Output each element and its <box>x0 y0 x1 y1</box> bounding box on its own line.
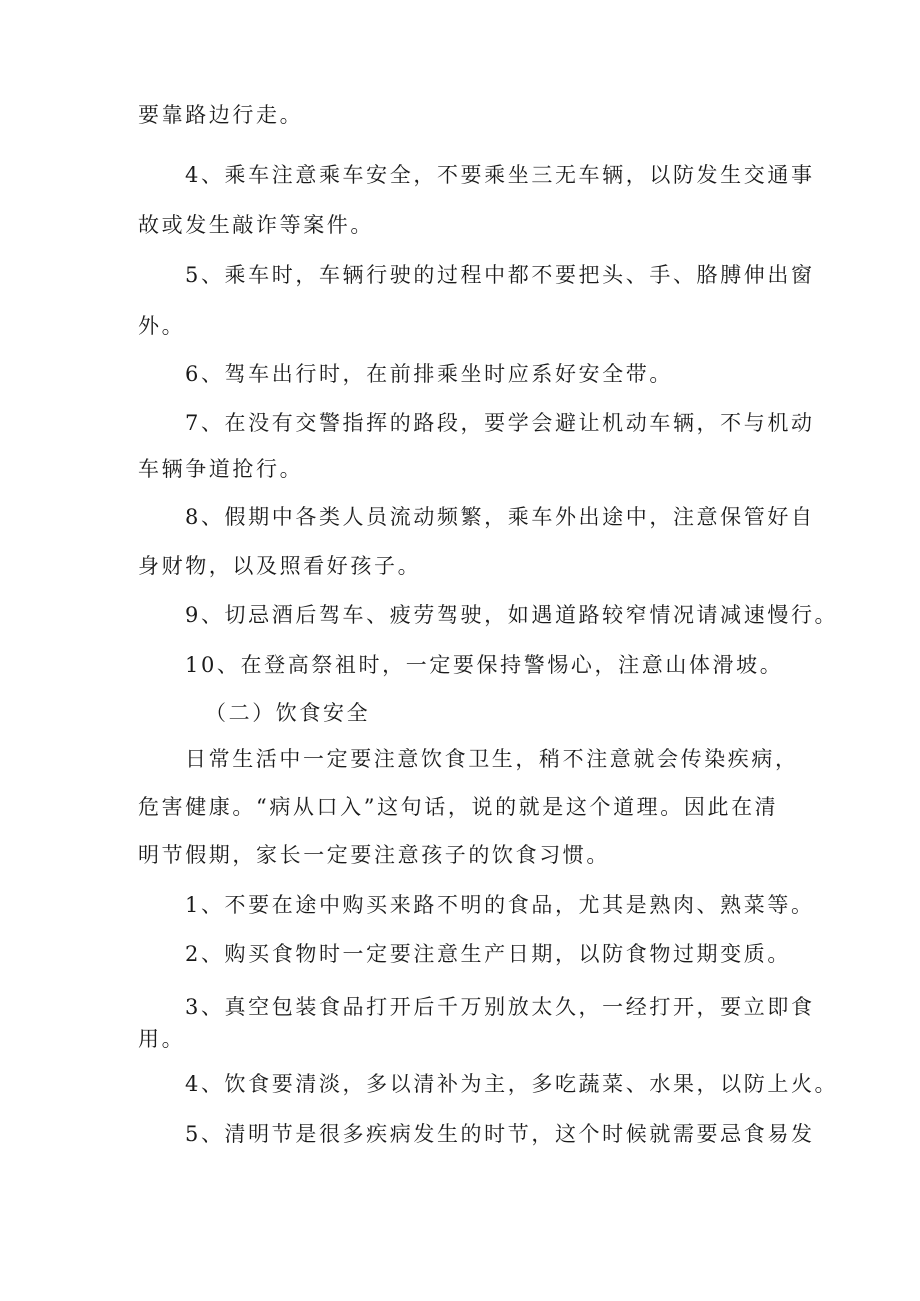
paragraph-line: 日常生活中一定要注意饮食卫生，稍不注意就会传染疾病， <box>185 747 799 771</box>
text-line: 车辆争道抢行。 <box>138 457 304 481</box>
list-item-2: 2、购买食物时一定要注意生产日期，以防食物过期变质。 <box>185 942 791 966</box>
list-item-7: 7、在没有交警指挥的路段，要学会避让机动车辆，不与机动 <box>185 411 815 435</box>
text-line: 外。 <box>138 314 186 338</box>
list-item-1: 1、不要在途中购买来路不明的食品，尤其是熟肉、熟菜等。 <box>185 893 815 917</box>
text-line: 用。 <box>138 1027 186 1051</box>
list-item-9: 9、切忌酒后驾车、疲劳驾驶，如遇道路较窄情况请减速慢行。 <box>185 603 839 627</box>
list-item-10: 10、在登高祭祖时，一定要保持警惕心，注意山体滑坡。 <box>185 653 784 677</box>
list-item-4: 4、饮食要清淡，多以清补为主，多吃蔬菜、水果，以防上火。 <box>185 1072 839 1096</box>
list-item-3: 3、真空包装食品打开后千万别放太久，一经打开，要立即食 <box>185 995 815 1019</box>
paragraph-line: 明节假期，家长一定要注意孩子的饮食习惯。 <box>138 843 610 867</box>
list-item-4: 4、乘车注意乘车安全，不要乘坐三无车辆，以防发生交通事 <box>185 163 815 187</box>
text-line: 身财物，以及照看好孩子。 <box>138 554 422 578</box>
text-line: 要靠路边行走。 <box>138 103 304 127</box>
list-item-5: 5、乘车时，车辆行驶的过程中都不要把头、手、胳膊伸出窗 <box>185 263 815 287</box>
section-heading: （二）饮食安全 <box>205 701 371 725</box>
paragraph-line: 危害健康。“病从口入”这句话，说的就是这个道理。因此在清 <box>138 795 779 819</box>
list-item-6: 6、驾车出行时，在前排乘坐时应系好安全带。 <box>185 362 673 386</box>
text-line: 故或发生敲诈等案件。 <box>138 213 374 237</box>
list-item-8: 8、假期中各类人员流动频繁，乘车外出途中，注意保管好自 <box>185 505 815 529</box>
list-item-5: 5、清明节是很多疾病发生的时节，这个时候就需要忌食易发 <box>185 1122 815 1146</box>
